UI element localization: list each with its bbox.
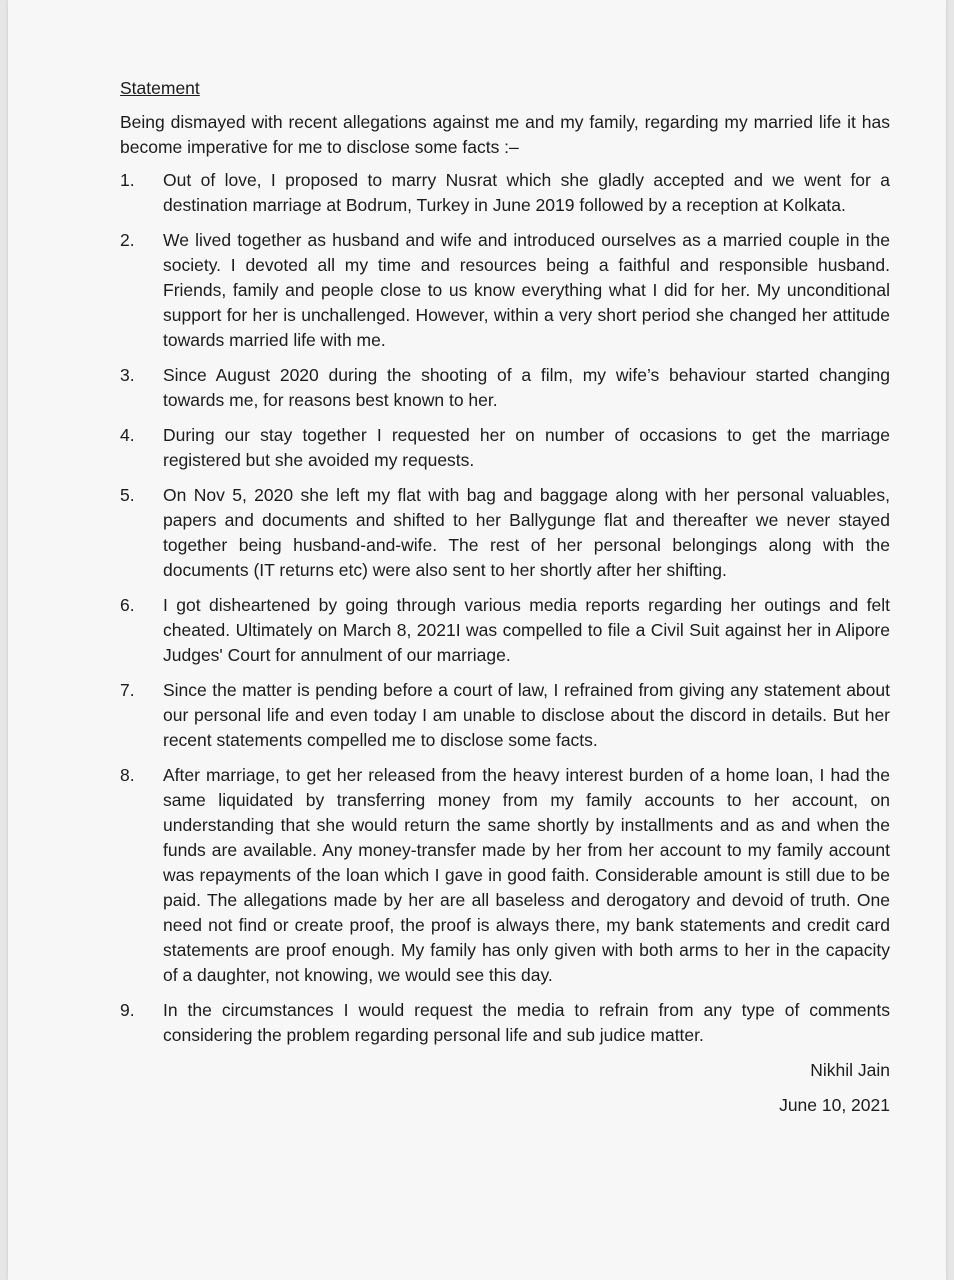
item-text: During our stay together I requested her on number of occasions to get the marriage registered but she avoided my requests. — [163, 425, 890, 470]
signature-name: Nikhil Jain — [810, 1060, 890, 1080]
item-text: On Nov 5, 2020 she left my flat with bag and baggage along with her personal valuables, papers and documents and shifted to her Ballygunge flat and thereafter we never stayed together being husband-and-wife. The rest of her personal belongings along with the documents (IT returns etc) were also sent to her shortly after her shifting. — [163, 485, 890, 580]
list-item — [120, 998, 890, 1048]
item-text: After marriage, to get her released from the heavy interest burden of a home loan, I had the same liquidated by transferring money from my family accounts to her account, on understanding that she would return the same shortly by installments and as and when the funds are available. Any money-transfer made by her from her account to my family account was repayments of the loan which I gave in good faith. Considerable amount is still due to be paid. The allegations made by her are all baseless and derogatory and devoid of truth. One need not find or create proof, the proof is always there, my bank statements and credit card statements are proof enough. My family has only given with both arms to her in the capacity of a daughter, not knowing, we would see this day. — [163, 765, 890, 985]
item-text: Out of love, I proposed to marry Nusrat which she gladly accepted and we went for a destination marriage at Bodrum, Turkey in June 2019 followed by a reception at Kolkata. — [163, 170, 890, 215]
item-text: Since the matter is pending before a court of law, I refrained from giving any statement about our personal life and even today I am unable to disclose about the discord in details. But her recent statements compelled me to disclose some facts. — [163, 680, 890, 750]
list-item — [120, 168, 890, 218]
document-page — [8, 0, 946, 1280]
item-number: 4. — [120, 425, 135, 445]
list-item — [120, 763, 890, 988]
item-number: 5. — [120, 485, 135, 505]
list-item — [120, 423, 890, 473]
item-number: 2. — [120, 230, 135, 250]
list-item — [120, 678, 890, 753]
list-item — [120, 363, 890, 413]
item-number: 1. — [120, 170, 135, 190]
list-item — [120, 593, 890, 668]
item-number: 6. — [120, 595, 135, 615]
list-item — [120, 483, 890, 583]
item-number: 7. — [120, 680, 135, 700]
document-title: Statement — [120, 78, 200, 98]
item-number: 3. — [120, 365, 135, 385]
list-item — [120, 228, 890, 353]
item-text: I got disheartened by going through various media reports regarding her outings and felt cheated. Ultimately on March 8, 2021I was compelled to file a Civil Suit against her in Alipore Judges' Court for annulment of our marriage. — [163, 595, 890, 665]
item-text: Since August 2020 during the shooting of a film, my wife’s behaviour started changing towards me, for reasons best known to her. — [163, 365, 890, 410]
signature-date: June 10, 2021 — [779, 1095, 890, 1115]
item-number: 8. — [120, 765, 135, 785]
item-number: 9. — [120, 1000, 135, 1020]
item-text: In the circumstances I would request the media to refrain from any type of comments considering the problem regarding personal life and sub judice matter. — [163, 1000, 890, 1045]
document-content — [120, 76, 890, 1118]
intro-paragraph: Being dismayed with recent allegations against me and my family, regarding my married life it has become imperative for me to disclose some facts :– — [120, 112, 890, 157]
statement-list — [120, 168, 890, 1048]
item-text: We lived together as husband and wife and introduced ourselves as a married couple in the society. I devoted all my time and resources being a faithful and responsible husband. Friends, family and people close to us know everything what I did for her. My unconditional support for her is unchallenged. However, within a very short period she changed her attitude towards married life with me. — [163, 230, 890, 350]
